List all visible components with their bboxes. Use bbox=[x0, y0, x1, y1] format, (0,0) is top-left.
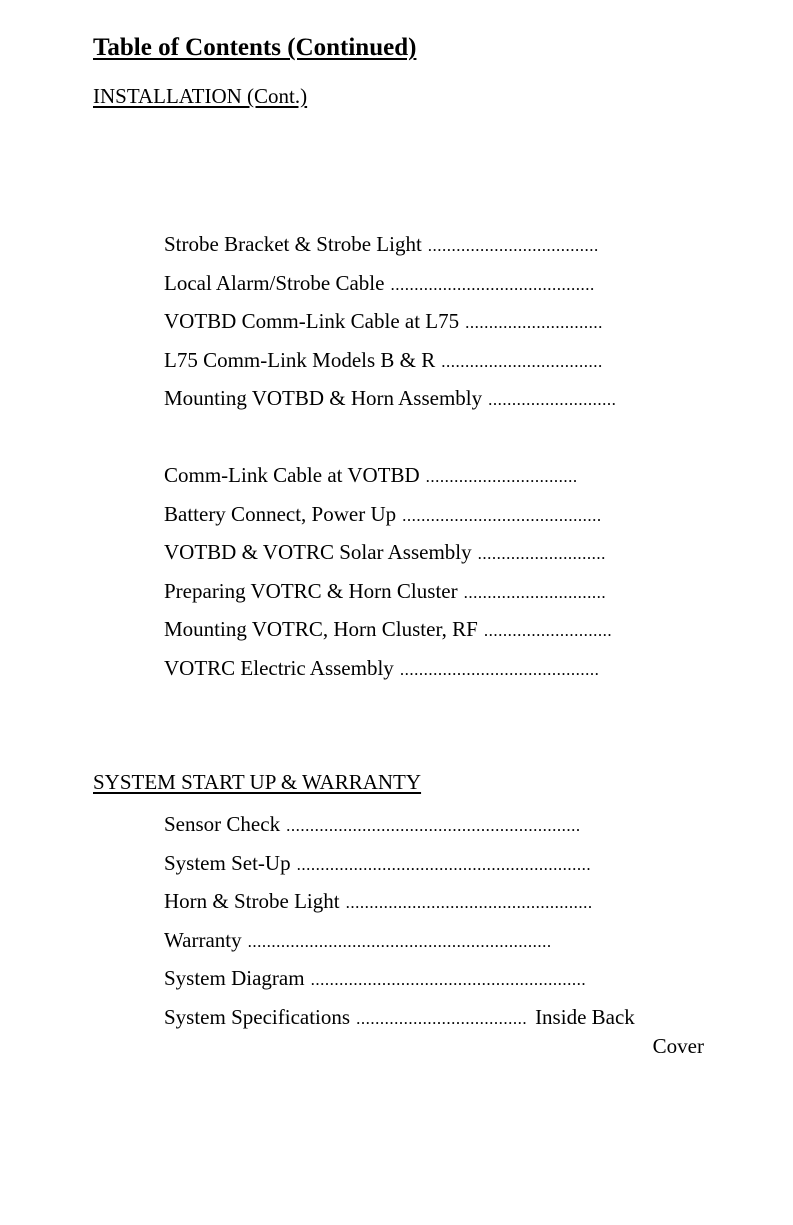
toc-leader: ............................. bbox=[465, 313, 603, 332]
toc-leader: .............................................................. bbox=[296, 855, 592, 874]
toc-leader: .......................................................... bbox=[310, 970, 587, 989]
toc-entry-label: Strobe Bracket & Strobe Light bbox=[164, 232, 422, 256]
toc-entry-label: System Diagram bbox=[164, 966, 305, 990]
toc-leader: ................................ bbox=[425, 467, 578, 486]
toc-leader: .......................................... bbox=[402, 506, 602, 525]
toc-leader: ........................................... bbox=[390, 275, 595, 294]
toc-leader: ........................... bbox=[488, 390, 617, 409]
toc-entry[interactable] bbox=[164, 345, 603, 375]
toc-entry-label: Mounting VOTRC, Horn Cluster, RF bbox=[164, 617, 478, 641]
toc-leader: ........................... bbox=[483, 621, 613, 640]
toc-leader: ........................... bbox=[477, 544, 606, 563]
toc-entry-label: Preparing VOTRC & Horn Cluster bbox=[164, 579, 458, 603]
toc-leader: .............................. bbox=[463, 583, 607, 602]
toc-leader: .................................... bbox=[356, 1009, 528, 1028]
toc-entry[interactable] bbox=[164, 886, 593, 916]
toc-entry-label: Comm-Link Cable at VOTBD bbox=[164, 463, 420, 487]
toc-entry-label: VOTBD Comm-Link Cable at L75 bbox=[164, 309, 460, 333]
toc-entry-label: Mounting VOTBD & Horn Assembly bbox=[164, 386, 483, 410]
toc-entry-label: Sensor Check bbox=[164, 812, 281, 836]
toc-entry[interactable] bbox=[164, 383, 616, 413]
section-heading-installation: INSTALLATION (Cont.) bbox=[93, 84, 308, 108]
toc-entry[interactable] bbox=[164, 1002, 635, 1032]
toc-entry-label: Warranty bbox=[164, 928, 242, 952]
toc-entry-label: Horn & Strobe Light bbox=[164, 889, 340, 913]
toc-entry[interactable] bbox=[164, 809, 581, 839]
toc-entry[interactable] bbox=[164, 268, 595, 298]
toc-entry-label: VOTRC Electric Assembly bbox=[164, 656, 394, 680]
toc-page-ref-continuation: Cover bbox=[652, 1034, 704, 1058]
toc-entry-label: Battery Connect, Power Up bbox=[164, 502, 397, 526]
toc-entry[interactable] bbox=[164, 306, 603, 336]
page-title: Table of Contents (Continued) bbox=[93, 34, 417, 61]
toc-entry-label: Local Alarm/Strobe Cable bbox=[164, 271, 385, 295]
toc-entry[interactable] bbox=[164, 460, 578, 490]
toc-leader: .................................................... bbox=[345, 893, 593, 912]
toc-entry[interactable] bbox=[164, 499, 602, 529]
toc-entry[interactable] bbox=[164, 229, 599, 259]
section-heading-startup: SYSTEM START UP & WARRANTY bbox=[93, 770, 422, 794]
toc-page-ref: Inside Back bbox=[535, 1005, 635, 1029]
toc-leader: .......................................... bbox=[399, 660, 600, 679]
toc-entry[interactable] bbox=[164, 925, 552, 955]
toc-entry[interactable] bbox=[164, 614, 612, 644]
toc-entry-label: L75 Comm-Link Models B & R bbox=[164, 348, 436, 372]
toc-leader: ................................................................ bbox=[247, 932, 552, 951]
toc-leader: .............................................................. bbox=[286, 816, 581, 835]
toc-entry[interactable] bbox=[164, 537, 606, 567]
toc-entry-label: VOTBD & VOTRC Solar Assembly bbox=[164, 540, 472, 564]
toc-entry[interactable] bbox=[164, 576, 606, 606]
toc-entry[interactable] bbox=[164, 653, 599, 683]
toc-entry[interactable] bbox=[164, 848, 591, 878]
toc-leader: .................................... bbox=[427, 236, 599, 255]
toc-entry[interactable] bbox=[164, 963, 586, 993]
toc-entry-label: System Specifications bbox=[164, 1005, 351, 1029]
toc-leader: .................................. bbox=[441, 352, 603, 371]
toc-entry-label: System Set-Up bbox=[164, 851, 291, 875]
